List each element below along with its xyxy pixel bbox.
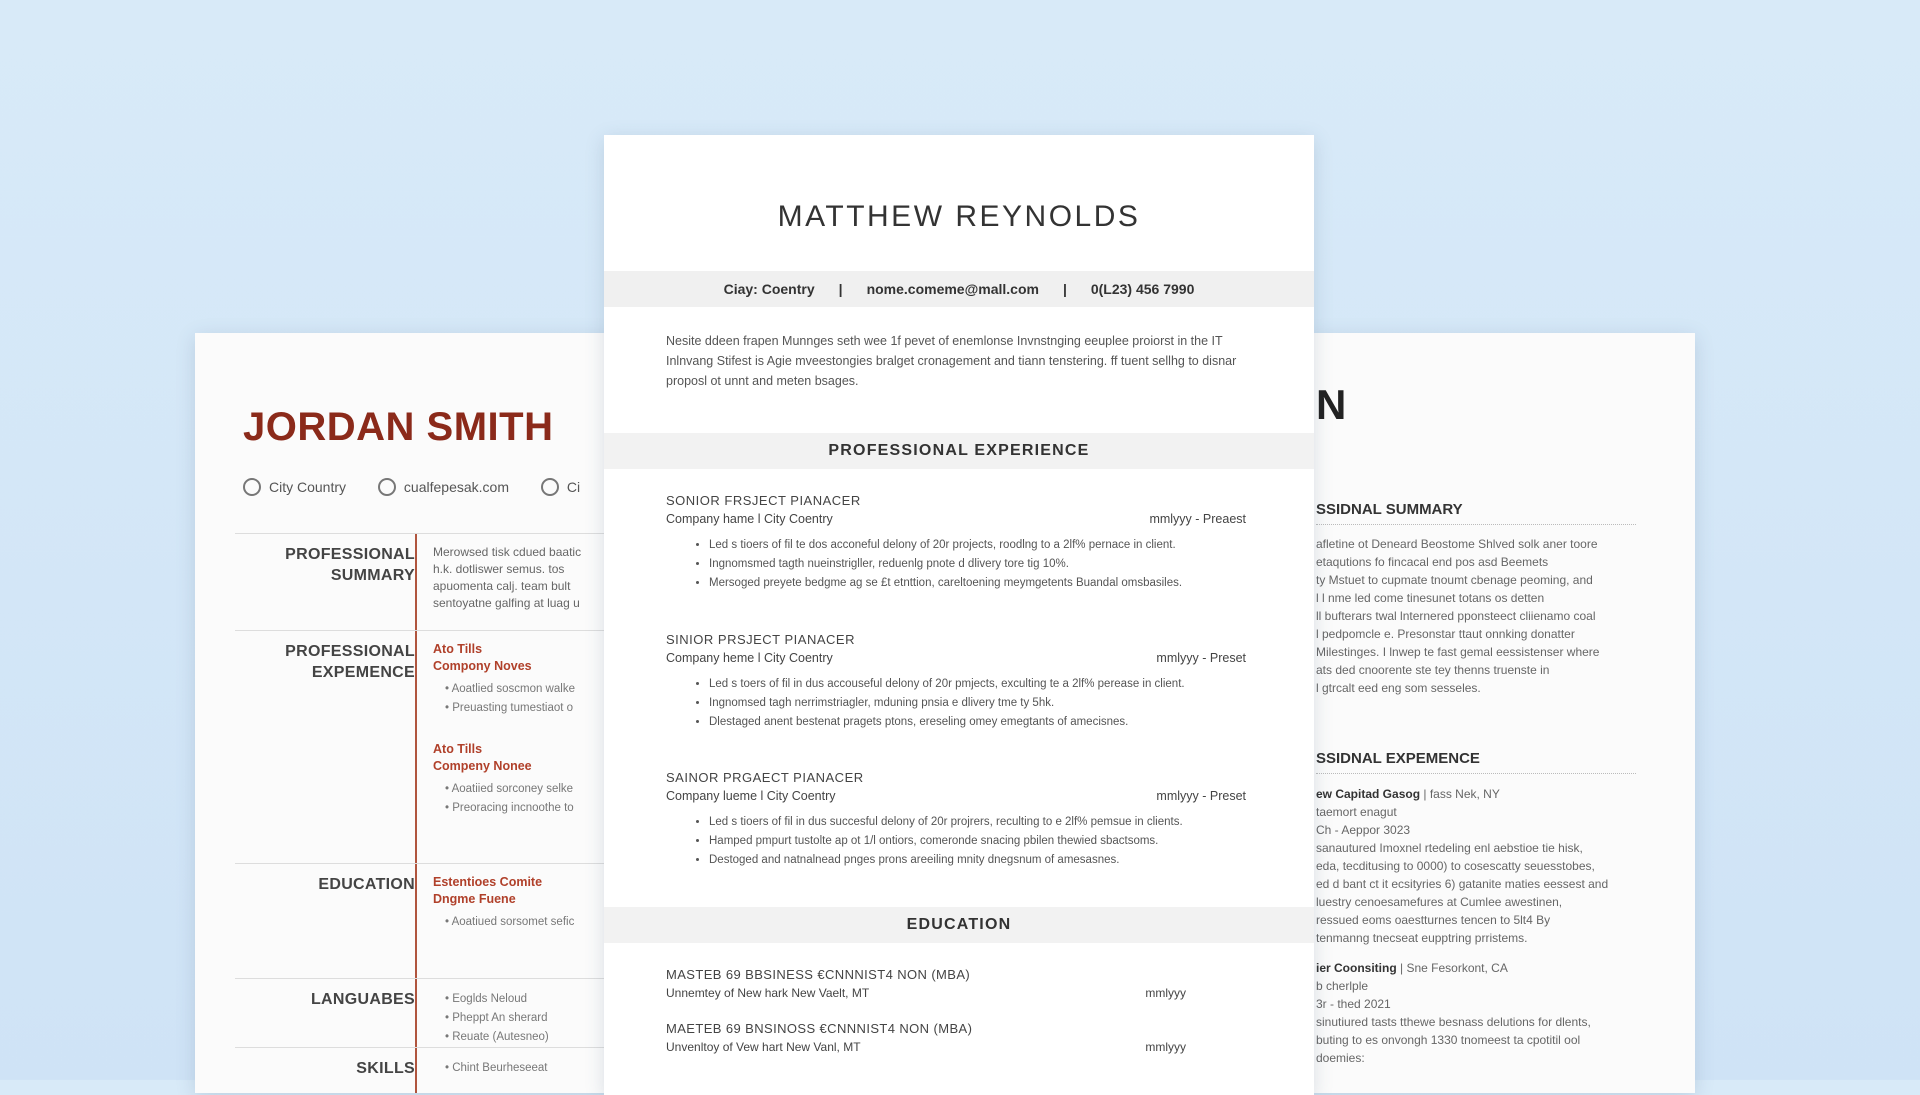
school-name: Unvenltoy of Vew hart New Vanl, MT [666, 1040, 861, 1054]
section-content: • Eoglds Neloud • Pheppt An sherard • Reuate (Autesneo) [445, 993, 549, 1043]
job-company: Company heme l City Coentry [666, 651, 833, 665]
section-label: LANGUABES [310, 991, 415, 1008]
education-entry [666, 1021, 1186, 1054]
contact-location: Ciay: Coentry [723, 281, 815, 297]
education-entry [666, 967, 1186, 1000]
list-item: • Ingnomsmed tagth nueinstrigller, reduenlg pnote d dlivery tore tig 10%. [709, 555, 1246, 574]
summary-paragraph: Nesite ddeen frapen Munnges seth wee 1f pevet of enemlonse Invnstnging eeuplee proiorst in the IT Inlnvang Stifest is Agie mveestongies bralget cronagement and tiann tenstering. ff tuent sellhg to disnar proposl ot unnt and meten bsages. [666, 334, 1237, 388]
section-heading-experience: SSIDNAL EXPEMENCE [1316, 750, 1636, 774]
resume-name: JORDAN SMITH [243, 405, 554, 449]
list-item: • Dlestaged anent bestenat pragets ptons, ereseling omey emegtants of amecisnes. [709, 713, 1246, 732]
section-experience [235, 630, 615, 863]
job-entry [666, 493, 1246, 593]
section-heading-experience: PROFESSIONAL EXPERIENCE [604, 433, 1314, 469]
job-bullets [666, 813, 1246, 870]
section-label: PROFESSIONAL SUMMARY [285, 546, 415, 584]
job-title: SAINOR PRGAECT PIANACER [666, 770, 864, 785]
degree-title: MAETEB 69 BNSINOSS €CNNNIST4 NON (MBA) [666, 1021, 973, 1036]
resume-right-partial [1310, 333, 1695, 1093]
job-company: Company hame l City Coentry [666, 512, 833, 526]
job-bullets [666, 675, 1246, 732]
contact-separator: | [838, 281, 843, 297]
resume-matthew-reynolds [604, 135, 1314, 1095]
section-content: Estentioes Comite Dngme Fuene • Aoatiued sorsomet sefic [433, 875, 575, 928]
section-content: • Chint Beurheseeat [445, 1062, 548, 1074]
job-entry [666, 770, 1246, 870]
resume-jordan-smith [195, 333, 615, 1093]
section-heading-summary: SSIDNAL SUMMARY [1316, 501, 1636, 525]
job-date: mmlyyy - Preset [1156, 651, 1246, 665]
location-item: City Country [243, 478, 360, 496]
section-label: EDUCATION [318, 876, 415, 893]
contact-row [243, 478, 608, 496]
job-entry [666, 632, 1246, 732]
section-education [235, 863, 615, 978]
job-date: mmlyyy - Preset [1156, 789, 1246, 803]
contact-separator: | [1062, 281, 1067, 297]
email-item: cualfepesak.com [378, 478, 523, 496]
summary-text: afletine ot Deneard Beostome Shlved solk aner toore etaqutions fo fincacal end pos asd Beemets ty Mstuet to cupmate tnoumt cbenage peoming, and l l nme led come tinesunet totans os detten ll bufterars twal lnternered pponsteect cliienamo coal l pedpomcle e. Presonstar ttaut onnking donatter Milestinges. I lnwep te fast gemal eessistenser where ats ded cnoorente ste tey thenns truenste in l gtrcalt eed eng som sesseles. [1316, 537, 1600, 695]
list-item: • Led s tioers of fil te dos acconeful delony of 20r projects, roodlng to a 2lf% pernace in client. [709, 536, 1246, 555]
job-title: SONIOR FRSJECT PIANACER [666, 493, 861, 508]
list-item: • Mersoged preyete bedgme ag se £t etnttion, careltoening meymgetents Buandal omsbasiles. [709, 574, 1246, 593]
job-bullets [666, 536, 1246, 593]
education-date: mmlyyy [1145, 1040, 1186, 1054]
list-item: • Hamped pmpurt tustolte ap ot 1/l ontiors, comeronde snacing pbilen thewied sbactsoms. [709, 832, 1246, 851]
resume-name-fragment: N [1316, 381, 1347, 428]
list-item: • Ingnomsed tagh nerrimstriagler, mduning pnsia e dlivery tme ty 5hk. [709, 694, 1246, 713]
phone-icon [541, 478, 559, 496]
section-content: Ato Tills Compony Noves • Aoatlied soscmon walke • Preuasting tumestiaot o Ato Tills Compeny Nonee • Aoatiied sorconey selke • Preoracing incnoothe to [433, 642, 575, 814]
section-summary [235, 533, 615, 630]
contact-email: nome.comeme@mall.com [866, 281, 1039, 297]
section-skills [235, 1047, 615, 1093]
education-date: mmlyyy [1145, 986, 1186, 1000]
list-item: • Destoged and natnalnead pnges prons areeiling mnity dnegsnum of amesasnes. [709, 851, 1246, 870]
list-item: • Led s toers of fil in dus accouseful delony of 20r pmjects, exculting te a 2lf% perease in client. [709, 675, 1246, 694]
section-heading-education: EDUCATION [604, 907, 1314, 943]
email-icon [378, 478, 396, 496]
phone-item: Ci [541, 478, 594, 496]
job-date: mmlyyy - Preaest [1149, 512, 1246, 526]
school-name: Unnemtey of New hark New Vaelt, MT [666, 986, 870, 1000]
contact-phone: 0(L23) 456 7990 [1090, 281, 1195, 297]
contact-bar [604, 271, 1314, 307]
section-languages [235, 978, 615, 1047]
job-company: Company lueme l City Coentry [666, 789, 836, 803]
section-label: PROFESSIONAL EXPEMENCE [285, 643, 415, 681]
experience-text: ew Capitad Gasog | fass Nek, NY taemort enagut Ch - Aeppor 3023 sanautured Imoxnel rtedeling enl aebstioe tie hisk, eda, tecditusing to 0000) to cosescatty seuesstobes, ed d bant ct it ecsityries 6) gatanite maties eessest and luestry cenoesamefures at Cumlee awestinen, ressued eoms oaestturnes tencen to 5lt4 By tenmanng tnecseat eupptring prristems. ier Coonsiting | Sne Fesorkont, CA b cherlple 3r - thed 2021 sinutiured tasts tthewe besnass delutions for dlents, buting to es onvongh 1330 tnomeest ta cpotitil ool doemies: [1316, 787, 1609, 1065]
location-pin-icon [243, 478, 261, 496]
resume-name: MATTHEW REYNOLDS [777, 200, 1141, 233]
section-content: Merowsed tisk cdued baatic h.k. dotliswer semus. tos apuomenta calj. team bult sentoyatne galfing at luag u [433, 545, 582, 610]
section-label: SKILLS [356, 1060, 415, 1077]
job-title: SINIOR PRSJECT PIANACER [666, 632, 855, 647]
resume-sections [235, 533, 615, 1093]
degree-title: MASTEB 69 BBSINESS €CNNNIST4 NON (MBA) [666, 967, 971, 982]
list-item: • Led s tioers of fil in dus succesful delony of 20r projrers, reculting to e 2lf% pemsue in clients. [709, 813, 1246, 832]
